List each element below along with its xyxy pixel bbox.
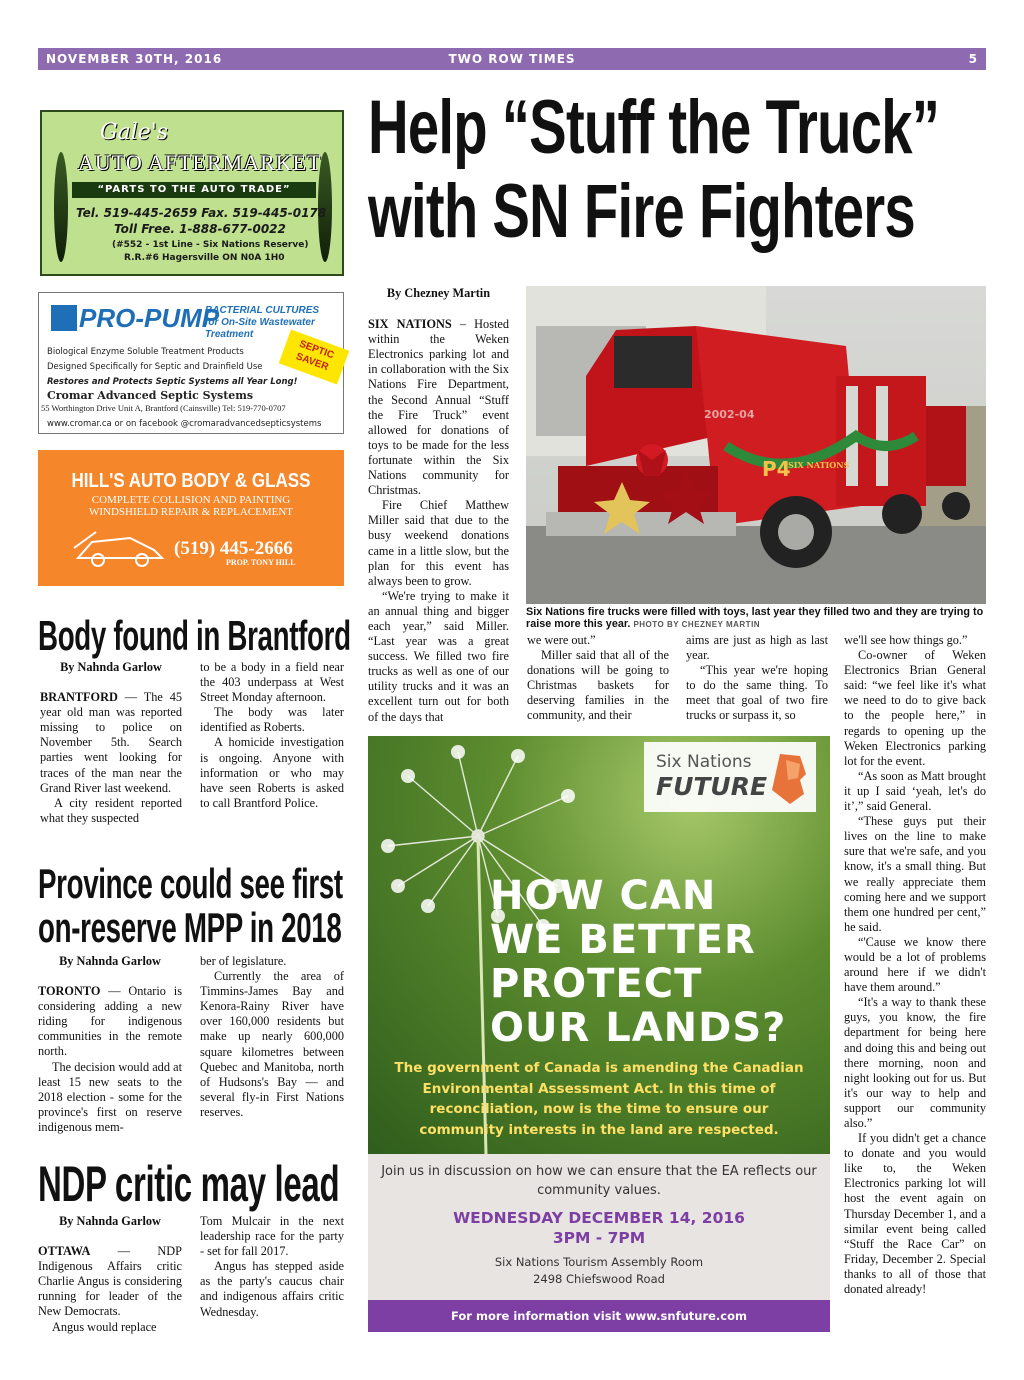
photo-caption xyxy=(526,606,986,631)
snf-join-text: Join us in discussion on how we can ensure that the EA reflects our community values. xyxy=(381,1164,817,1198)
province-col1 xyxy=(38,954,182,1135)
snf-subtext: The government of Canada is amending the Canadian Environmental Assessment Act. In this time of reconciliation, now is the time to ensure our community interests in the land are respected. xyxy=(394,1060,804,1138)
paper-name: TWO ROW TIMES xyxy=(448,52,576,66)
main-text3: “We're trying to make it an annual thing and bigger each year,” said Miller. “Last year was a great success. We filled two fire trucks as well as one of our utility trucks and it was an excellent turn out for both of the days that xyxy=(368,588,509,724)
ad-gales-name: AUTO AFTERMARKET xyxy=(78,150,322,175)
brantford-byline: By Nahnda Garlow xyxy=(60,660,162,674)
page-number: 5 xyxy=(968,52,978,66)
car-icon xyxy=(70,528,166,572)
main-text7: “This year we're hoping to do the same thing. To meet that goal of two fire trucks or surpass it, so xyxy=(686,663,828,723)
brantford-text1: — The 45 year old man was reported missing to police on November 5th. Search parties went looking for traces of the man near the Grand River last weekend. xyxy=(40,690,182,795)
main-text11: “These guys put their lives on the line to make sure that we're safe, and you know, it's a small thing. But we really appreciate them coming here and we support them one hundred per cent,” he said. xyxy=(844,814,986,934)
province-dateline: TORONTO xyxy=(38,984,101,999)
ad-hills-auto-body xyxy=(38,450,344,586)
ndp-text2: Angus would replace xyxy=(52,1319,157,1334)
snf-logo-line2: FUTURE xyxy=(656,772,768,801)
truck-unit-label: P4 xyxy=(762,457,791,481)
fire-truck-photo xyxy=(526,286,986,604)
ad-propump-bacterial-line2: for On-Site Wastewater Treatment xyxy=(205,317,315,340)
province-col2 xyxy=(200,954,344,1120)
snf-time: 3PM - 7PM xyxy=(552,1229,646,1247)
ad-propump-line2: Designed Specifically for Septic and Drainfield Use xyxy=(47,362,263,372)
snf-logo xyxy=(644,742,816,812)
main-text2: Fire Chief Matthew Miller said that due to the busy weekend donations came in a little slow, but the plan for this event has always been to grow. xyxy=(368,498,509,588)
ad-hills-phone: (519) 445-2666 xyxy=(174,538,293,559)
main-headline xyxy=(368,85,940,254)
province-byline: By Nahnda Garlow xyxy=(59,954,161,968)
main-text12: “'Cause we know there would be a lot of problems around here if we didn't have them around.” xyxy=(844,934,986,995)
ad-propump-line1: Biological Enzyme Soluble Treatment Products xyxy=(47,347,244,357)
main-text5: Miller said that all of the donations will be going to Christmas baskets for deserving families in the community, and their xyxy=(527,648,669,723)
brantford-headline: Body found in Brantford xyxy=(38,612,351,659)
ndp-text1: — NDP Indigenous Affairs critic Charlie Angus is considering running for leader of the New Democrats. xyxy=(38,1244,182,1319)
brantford-text2: A city resident reported what they suspected xyxy=(40,795,182,825)
ad-propump-line3: Restores and Protects Septic Systems all Year Long! xyxy=(47,377,298,387)
snf-headline-line1: HOW CAN xyxy=(490,873,717,919)
main-text10: “As soon as Matt brought it up I said ‘yeah, let's do it’,” said General. xyxy=(844,768,986,814)
ad-hills-line1: COMPLETE COLLISION AND PAINTING xyxy=(91,494,291,506)
ndp-dateline: OTTAWA xyxy=(38,1244,91,1259)
ndp-col2 xyxy=(200,1214,344,1320)
main-headline-line2: with SN Fire Fighters xyxy=(368,169,915,254)
main-article-col4 xyxy=(844,633,986,1297)
ad-hills-prop: PROP. TONY HILL xyxy=(226,558,296,567)
brantford-col1 xyxy=(40,660,182,826)
ad-gales-tollfree: Toll Free. 1-888-677-0022 xyxy=(114,222,286,236)
main-text13: “It's a way to thank these guys, you know, the fire department for being here and doing this and being out there morning, noon and night looking out for us. But it's our way to help and support our community also.” xyxy=(844,995,986,1130)
issue-date: NOVEMBER 30TH, 2016 xyxy=(46,52,223,66)
fire-truck-illustration xyxy=(526,286,986,604)
truck-dept-label: SIX NATIONS xyxy=(788,460,850,470)
ad-propump-logo: PRO-PUMP xyxy=(79,303,220,333)
brantford-text3: to be a body in a field near the 403 underpass at West Street Monday afternoon. xyxy=(200,660,344,705)
main-text1: – Hosted within the Weken Electronics parking lot and in collaboration with the Six Nations Fire Department, the Second Annual “Stuff the Fire Truck” event allowed for donations of toys to be made for the less fortunate within the Six Nations community for Christmas. xyxy=(368,317,510,498)
ad-gales-title: Gale's xyxy=(100,120,169,145)
ad-gales-address1: (#552 - 1st Line - Six Nations Reserve) xyxy=(112,240,309,250)
snf-address: 2498 Chiefswood Road xyxy=(533,1272,665,1286)
snf-profile-logo-icon xyxy=(766,750,808,806)
ndp-headline: NDP critic may lead xyxy=(38,1156,340,1212)
ad-propump-company: Cromar Advanced Septic Systems xyxy=(47,389,254,402)
ad-propump-address: 55 Worthington Drive Unit A, Brantford (Cainsville) Tel: 519-770-0707 xyxy=(41,403,286,413)
main-text14: If you didn't get a chance to donate and you would like to, the Weken Electronics parking lot will host the event again on Thursday December 1, and a similar event being called “Stuff the Race Car” on Friday, December 2. Special thanks to all of those that donated already! xyxy=(844,1131,986,1297)
snf-when xyxy=(368,1208,830,1248)
snf-venue: Six Nations Tourism Assembly Room xyxy=(494,1255,704,1269)
ad-hills-line2: WINDSHIELD REPAIR & REPLACEMENT xyxy=(88,506,293,518)
page-header-bar xyxy=(38,48,986,70)
main-article-col2 xyxy=(527,633,669,724)
province-headline-line1: Province could see first xyxy=(38,860,343,907)
ad-propump-web: www.cromar.ca or on facebook @cromaradvancedsepticsystems xyxy=(47,419,322,429)
snf-headline-line2: WE BETTER xyxy=(490,917,756,963)
ndp-text3: Tom Mulcair in the next leadership race for the party - set for fall 2017. xyxy=(200,1214,344,1259)
photo-credit: PHOTO BY CHEZNEY MARTIN xyxy=(633,620,761,629)
ad-gales-tel: Tel. 519-445-2659 Fax. 519-445-0178 xyxy=(76,206,327,220)
snf-headline xyxy=(490,874,786,1050)
truck-number-label: 2002-04 xyxy=(704,408,755,421)
snf-footer-link[interactable]: For more information visit www.snfuture.com xyxy=(368,1300,830,1332)
main-headline-line1: Help “Stuff the Truck” xyxy=(368,85,940,170)
ndp-col1 xyxy=(38,1214,182,1335)
snf-headline-line4: OUR LANDS? xyxy=(490,1005,787,1051)
propump-logo-icon xyxy=(51,305,77,331)
brantford-col2 xyxy=(200,660,344,811)
ndp-byline: By Nahnda Garlow xyxy=(59,1214,161,1228)
main-text4: we were out.” xyxy=(527,633,596,647)
province-text4: Currently the area of Timmins-James Bay and Kenora-Rainy River have over 160,000 residents but make up nearly 600,000 square kilometres between Quebec and Manitoba, north of Hudsons's Bay — and several fly-in First Nations reserves. xyxy=(200,969,344,1119)
ad-gales-auto-aftermarket xyxy=(40,110,344,276)
province-text2: The decision would add at least 15 new seats to the 2018 election - some for the province's first on reserve indigenous mem- xyxy=(38,1059,182,1134)
main-article-col1 xyxy=(368,286,509,725)
main-dateline: SIX NATIONS xyxy=(368,317,452,332)
photo-caption-text: Six Nations fire trucks were filled with toys, last year they filled two and they are trying to raise more this year. xyxy=(526,606,984,630)
main-text9: Co-owner of Weken Electronics Brian General said: “we feel like it's what we need to do to give back to the people here,” in regards to opening up the Weken Electronics parking lot for the event. xyxy=(844,648,986,768)
province-text3: ber of legislature. xyxy=(200,954,287,968)
ad-gales-address2: R.R.#6 Hagersville ON N0A 1H0 xyxy=(124,253,285,263)
snf-date: WEDNESDAY DECEMBER 14, 2016 xyxy=(453,1209,745,1227)
main-text8: we'll see how things go.” xyxy=(844,633,968,647)
main-text6: aims are just as high as last year. xyxy=(686,633,828,663)
province-headline-line2: on-reserve MPP in 2018 xyxy=(38,904,342,951)
snf-where xyxy=(368,1254,830,1288)
feather-icon xyxy=(54,152,68,262)
ad-propump-badge: SEPTIC SAVER xyxy=(279,329,350,384)
ad-six-nations-future xyxy=(368,736,830,1332)
snf-headline-line3: PROTECT xyxy=(490,961,703,1007)
ad-propump-bacterial-line1: BACTERIAL CULTURES xyxy=(205,305,320,316)
ndp-text4: Angus has stepped aside as the party's caucus chair and indigenous affairs critic Wednesday. xyxy=(200,1259,344,1319)
brantford-dateline: BRANTFORD xyxy=(40,690,118,705)
brantford-text4: The body was later identified as Roberts. xyxy=(200,705,344,735)
ad-gales-tagline: “PARTS TO THE AUTO TRADE” xyxy=(72,182,316,198)
main-byline: By Chezney Martin xyxy=(386,286,491,300)
ad-propump xyxy=(38,292,344,434)
snf-logo-line1: Six Nations xyxy=(656,752,752,772)
province-text1: — Ontario is considering adding a new riding for indigenous communities in the remote north. xyxy=(38,984,182,1059)
main-article-col3 xyxy=(686,633,828,724)
ad-propump-bacterial xyxy=(205,305,343,341)
brantford-text5: A homicide investigation is ongoing. Anyone with information or who may have seen Roberts is asked to call Brantford Police. xyxy=(200,735,344,810)
ad-hills-name: HILL'S AUTO BODY & GLASS xyxy=(71,470,311,492)
